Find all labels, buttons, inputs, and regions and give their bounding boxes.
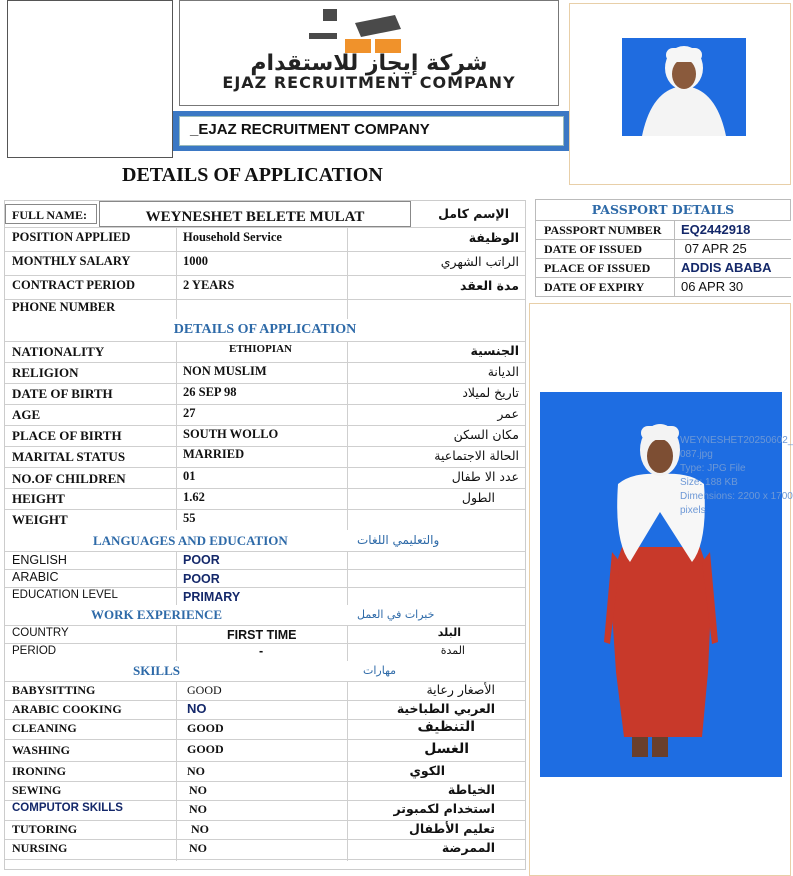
row-value: NON MUSLIM [183, 364, 267, 378]
row-arabic: التنظيف [417, 719, 475, 735]
work-row [5, 643, 525, 662]
row-label: PHONE NUMBER [12, 300, 116, 314]
row-value: 07 APR 25 [681, 241, 747, 256]
info-row [5, 251, 525, 276]
row-label: WEIGHT [12, 512, 68, 527]
info-row [5, 275, 525, 300]
full-body-photo-frame [529, 303, 791, 876]
row-arabic: الراتب الشهري [440, 254, 519, 269]
row-value: 55 [183, 511, 196, 525]
passport-row [535, 278, 791, 297]
detail-row [5, 446, 525, 468]
skills-heading-text: SKILLS [133, 663, 180, 678]
language-row [5, 587, 525, 606]
row-label: AGE [12, 407, 41, 422]
skill-row [5, 681, 525, 701]
row-label: NO.OF CHILDREN [12, 471, 126, 486]
detail-row [5, 509, 525, 531]
row-arabic: عدد الا طفال [451, 469, 519, 484]
row-value: POOR [183, 553, 220, 567]
detail-row [5, 341, 525, 363]
row-label: POSITION APPLIED [12, 230, 131, 244]
row-label: PLACE OF BIRTH [12, 428, 122, 443]
row-value: 2 YEARS [183, 278, 235, 292]
row-arabic: العربي الطباخية [396, 701, 495, 716]
languages-heading-arabic: والتعليمي اللغات [357, 533, 440, 547]
logo-english-text: EJAZ RECRUITMENT COMPANY [222, 73, 516, 92]
row-value: MARRIED [183, 447, 245, 461]
full-name-value: WEYNESHET BELETE MULAT [145, 209, 365, 225]
languages-heading-text: LANGUAGES AND EDUCATION [93, 533, 288, 548]
row-value: Household Service [183, 230, 282, 244]
row-value: GOOD [187, 721, 224, 735]
skill-row [5, 781, 525, 801]
row-label: COUNTRY [12, 627, 69, 639]
row-arabic: الخياطة [447, 782, 495, 797]
row-arabic: الكوي [409, 763, 445, 778]
row-arabic: الطول [461, 490, 495, 505]
passport-photo [622, 38, 746, 136]
row-label: COMPUTOR SKILLS [12, 802, 123, 814]
languages-heading [5, 530, 525, 552]
row-label: IRONING [12, 764, 67, 778]
row-value: NO [187, 764, 205, 778]
skill-row [5, 820, 525, 840]
application-table [4, 200, 526, 870]
row-value: 27 [183, 406, 196, 420]
row-label: CLEANING [12, 721, 77, 735]
passport-row [535, 240, 791, 259]
blank-photo-box [7, 0, 173, 158]
detail-row [5, 362, 525, 384]
row-label: ARABIC [12, 570, 59, 584]
photo-file-watermark: WEYNESHET20250602_ 087.jpg Type: JPG File Size: 188 KB Dimensions: 2200 x 1700 pixels [680, 435, 793, 516]
work-heading [5, 605, 525, 626]
row-arabic: الممرضة [441, 840, 495, 855]
row-label: WASHING [12, 743, 71, 757]
row-label: DATE OF ISSUED [544, 242, 643, 256]
row-value: SOUTH WOLLO [183, 427, 279, 441]
row-value: FIRST TIME [227, 628, 297, 642]
page-title: DETAILS OF APPLICATION [122, 164, 383, 186]
row-label: MARITAL STATUS [12, 449, 126, 464]
details-heading: DETAILS OF APPLICATION [5, 319, 525, 342]
row-value: ETHIOPIAN [229, 343, 292, 355]
row-label: PASSPORT NUMBER [544, 223, 662, 237]
row-arabic: الديانة [487, 364, 519, 379]
row-value: 1000 [183, 254, 208, 268]
row-value: 26 SEP 98 [183, 385, 237, 399]
passport-row [535, 259, 791, 278]
skill-row [5, 800, 525, 821]
full-name-row [5, 201, 525, 228]
row-label: PERIOD [12, 645, 57, 657]
row-label: ENGLISH [12, 553, 67, 567]
full-name-arabic: الإسم كامل [438, 206, 509, 221]
row-arabic: استخدام لكمبوتر [393, 801, 495, 816]
language-row [5, 551, 525, 570]
row-label: EDUCATION LEVEL [12, 589, 118, 601]
skills-heading [5, 661, 525, 682]
row-value: 06 APR 30 [681, 279, 744, 294]
row-value: NO [189, 841, 207, 855]
row-value: - [259, 644, 264, 658]
skill-row [5, 739, 525, 762]
row-value: 01 [183, 469, 196, 483]
row-label: RELIGION [12, 365, 79, 380]
logo-arabic-text: شركة إيجاز للاستقدام [250, 51, 488, 76]
row-label: HEIGHT [12, 491, 65, 506]
work-heading-text: WORK EXPERIENCE [91, 607, 223, 622]
detail-row [5, 425, 525, 447]
row-value: NO [187, 701, 207, 716]
row-label: DATE OF BIRTH [12, 386, 113, 401]
row-label: ARABIC COOKING [12, 702, 122, 716]
row-value: PRIMARY [183, 590, 241, 604]
row-value: NO [189, 802, 207, 816]
row-arabic: الأصغار رعاية [426, 682, 495, 697]
skill-row [5, 719, 525, 740]
row-value: EQ2442918 [681, 222, 751, 237]
row-label: NATIONALITY [12, 344, 105, 359]
language-row [5, 569, 525, 588]
row-arabic: عمر [497, 406, 519, 421]
row-arabic: البلد [437, 626, 461, 639]
row-label: SEWING [12, 783, 62, 797]
row-value: NO [189, 783, 207, 797]
skill-row [5, 700, 525, 720]
row-label: CONTRACT PERIOD [12, 278, 136, 292]
info-row [5, 299, 525, 320]
row-arabic: المدة [440, 644, 465, 657]
row-arabic: تاريخ لميلاد [462, 385, 519, 400]
passport-heading: PASSPORT DETAILS [535, 199, 791, 221]
work-heading-arabic: خبرات في العمل [357, 608, 435, 621]
row-value: GOOD [187, 683, 222, 697]
skills-heading-arabic: مهارات [363, 664, 397, 677]
detail-row [5, 404, 525, 426]
detail-row [5, 488, 525, 510]
company-banner [173, 111, 569, 151]
row-arabic: الوظيفة [468, 230, 519, 245]
work-row [5, 625, 525, 644]
row-arabic: مكان السكن [453, 427, 519, 442]
detail-row [5, 467, 525, 489]
row-value: 1.62 [183, 490, 205, 504]
skill-row [5, 761, 525, 782]
detail-row [5, 383, 525, 405]
row-arabic: الغسل [424, 741, 469, 757]
full-body-photo [540, 392, 793, 777]
row-label: MONTHLY SALARY [12, 254, 131, 268]
info-row [5, 227, 525, 252]
row-arabic: الحالة الاجتماعية [434, 448, 519, 463]
row-value: GOOD [187, 742, 224, 756]
row-label: DATE OF EXPIRY [544, 280, 645, 294]
row-arabic: الجنسية [470, 343, 519, 358]
passport-row [535, 221, 791, 240]
full-name-label: FULL NAME: [12, 208, 87, 222]
row-label: BABYSITTING [12, 683, 96, 697]
row-arabic: تعليم الأطفال [408, 821, 495, 836]
passport-details [535, 199, 791, 296]
row-value: POOR [183, 572, 220, 586]
row-label: TUTORING [12, 822, 78, 836]
logo-mark-icon [305, 9, 415, 55]
row-value: NO [191, 822, 209, 836]
row-label: PLACE OF ISSUED [544, 261, 651, 275]
row-label: NURSING [12, 841, 68, 855]
banner-text: _EJAZ RECRUITMENT COMPANY [190, 121, 430, 138]
skill-row [5, 839, 525, 860]
row-arabic: مدة العقد [460, 278, 519, 293]
small-photo-frame [569, 3, 791, 185]
company-logo [179, 0, 559, 106]
row-value: ADDIS ABABA [681, 260, 772, 275]
